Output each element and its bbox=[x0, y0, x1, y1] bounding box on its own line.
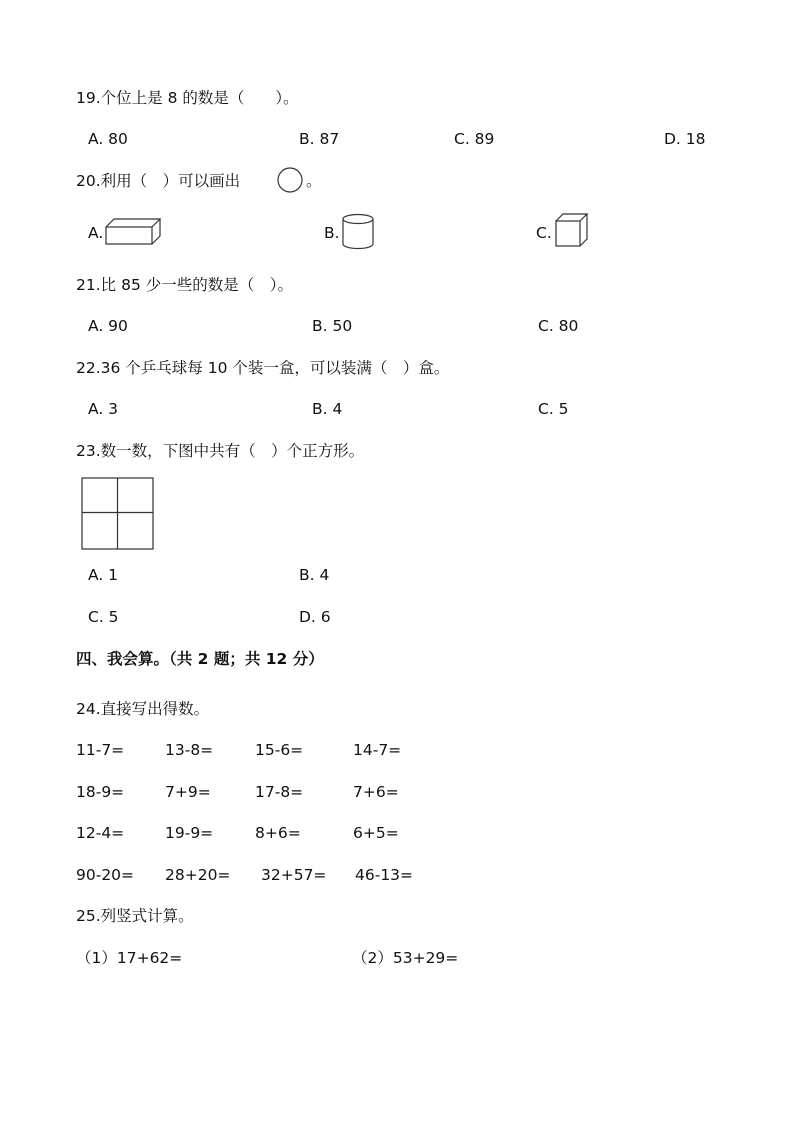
q22-option-b[interactable]: B. 4 bbox=[312, 400, 343, 418]
q25-item-2: （2）53+29= bbox=[352, 949, 459, 967]
q24-expression: 6+5= bbox=[353, 824, 399, 842]
square-grid-figure bbox=[81, 477, 155, 551]
q19-option-a[interactable]: A. 80 bbox=[88, 130, 128, 148]
q22-stem: 22.36 个乒乓球每 10 个装一盒，可以装满（ ）盒。 bbox=[76, 359, 450, 377]
q19-stem: 19.个位上是 8 的数是（ ）。 bbox=[76, 89, 299, 107]
q19-option-d[interactable]: D. 18 bbox=[664, 130, 706, 148]
q25-item-1: （1）17+62= bbox=[76, 949, 183, 967]
q19-option-c[interactable]: C. 89 bbox=[454, 130, 495, 148]
q24-expression: 7+6= bbox=[353, 783, 399, 801]
q24-expression: 17-8= bbox=[255, 783, 304, 801]
q24-expression: 90-20= bbox=[76, 866, 135, 884]
q21-option-a[interactable]: A. 90 bbox=[88, 317, 128, 335]
q20-stem-end: 。 bbox=[306, 172, 322, 190]
q21-option-c[interactable]: C. 80 bbox=[538, 317, 579, 335]
q24-expression: 18-9= bbox=[76, 783, 125, 801]
q24-expression: 14-7= bbox=[353, 741, 402, 759]
q22-option-a[interactable]: A. 3 bbox=[88, 400, 119, 418]
q24-expression: 13-8= bbox=[165, 741, 214, 759]
q21-option-b[interactable]: B. 50 bbox=[312, 317, 353, 335]
section-heading: 四、我会算。（共 2 题；共 12 分） bbox=[76, 650, 324, 668]
q23-option-c[interactable]: C. 5 bbox=[88, 608, 119, 626]
q19-option-b[interactable]: B. 87 bbox=[299, 130, 340, 148]
q23-option-b[interactable]: B. 4 bbox=[299, 566, 330, 584]
q20-option-b[interactable]: B. bbox=[324, 224, 340, 242]
q24-expression: 32+57= bbox=[261, 866, 327, 884]
q25-stem: 25.列竖式计算。 bbox=[76, 907, 194, 925]
circle-icon bbox=[277, 167, 305, 195]
cube-icon bbox=[555, 213, 589, 249]
q24-expression: 8+6= bbox=[255, 824, 301, 842]
q22-option-c[interactable]: C. 5 bbox=[538, 400, 569, 418]
q24-expression: 28+20= bbox=[165, 866, 231, 884]
q24-expression: 15-6= bbox=[255, 741, 304, 759]
q24-expression: 12-4= bbox=[76, 824, 125, 842]
q20-option-c[interactable]: C. bbox=[536, 224, 552, 242]
cylinder-icon bbox=[342, 213, 376, 251]
cuboid-icon bbox=[105, 217, 161, 247]
q20-stem: 20.利用（ ）可以画出 bbox=[76, 172, 241, 190]
q24-expression: 46-13= bbox=[355, 866, 414, 884]
q24-expression: 7+9= bbox=[165, 783, 211, 801]
q20-option-a[interactable]: A. bbox=[88, 224, 104, 242]
q23-stem: 23.数一数，下图中共有（ ）个正方形。 bbox=[76, 442, 365, 460]
q23-option-a[interactable]: A. 1 bbox=[88, 566, 119, 584]
q24-stem: 24.直接写出得数。 bbox=[76, 700, 210, 718]
q24-expression: 11-7= bbox=[76, 741, 125, 759]
q23-option-d[interactable]: D. 6 bbox=[299, 608, 331, 626]
q24-expression: 19-9= bbox=[165, 824, 214, 842]
q21-stem: 21.比 85 少一些的数是（ ）。 bbox=[76, 276, 293, 294]
